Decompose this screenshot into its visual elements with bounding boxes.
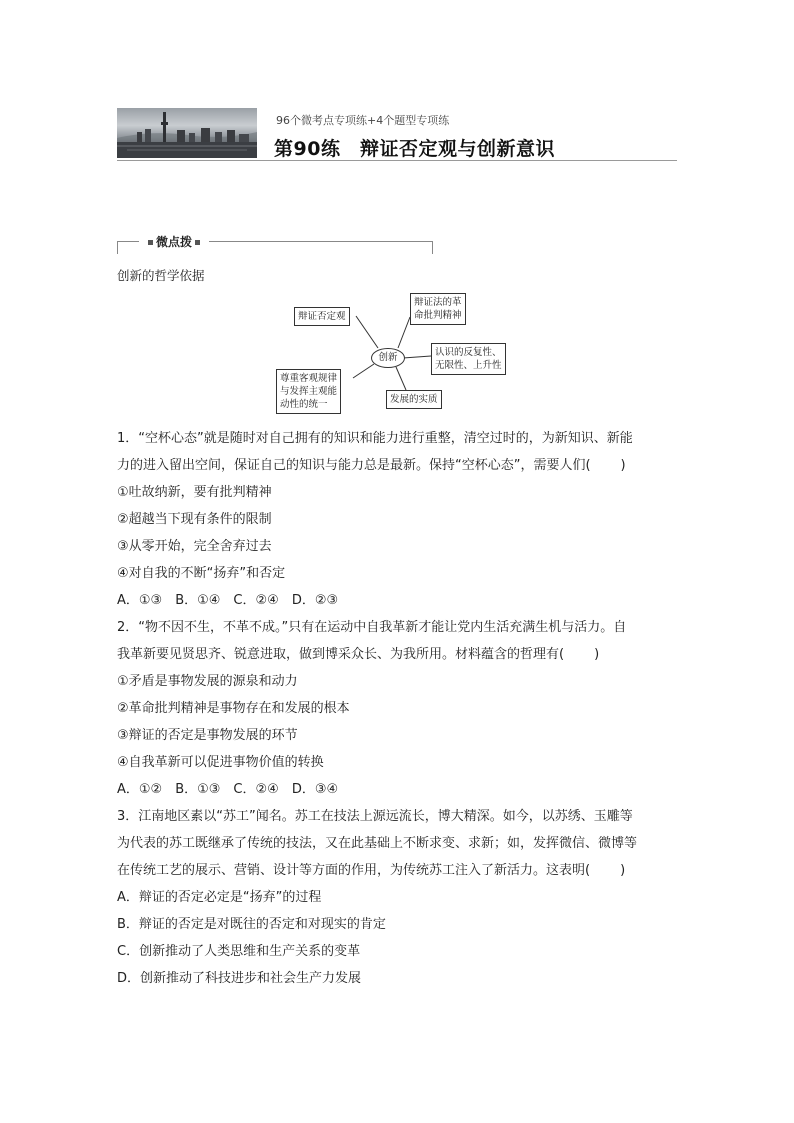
diagram-node-dialectical-negation bbox=[294, 307, 350, 326]
statement-item: ③辩证的否定是事物发展的环节 bbox=[117, 728, 298, 743]
answer-option: C．创新推动了人类思维和生产关系的变革 bbox=[117, 944, 361, 959]
answer-paren-close: ) bbox=[594, 647, 600, 662]
question-3 bbox=[117, 803, 679, 992]
question-stem-text: 在传统工艺的展示、营销、设计等方面的作用，为传统苏工注入了新活力。这表明( bbox=[117, 863, 591, 878]
question-stem-line bbox=[117, 452, 679, 479]
node-line: 认识的反复性、 bbox=[435, 347, 502, 358]
header-divider bbox=[117, 160, 677, 161]
question-stem-line: 3．江南地区素以“苏工”闻名。苏工在技法上源远流长，博大精深。如今，以苏绣、玉雕等 bbox=[117, 809, 633, 824]
question-stem-line bbox=[117, 857, 679, 884]
question-stem-text: 我革新要见贤思齐、锐意进取，做到博采众长、为我所用。材料蕴含的哲理有( bbox=[117, 647, 565, 662]
statement-item: ④自我革新可以促进事物价值的转换 bbox=[117, 755, 324, 770]
tip-section-frame bbox=[117, 236, 435, 254]
statement-item: ②革命批判精神是事物存在和发展的根本 bbox=[117, 701, 350, 716]
question-stem-line: 为代表的苏工既继承了传统的技法，又在此基础上不断求变、求新；如，发挥微信、微博等 bbox=[117, 836, 638, 851]
diagram-node-revolutionary-critique bbox=[410, 293, 466, 325]
header-banner-image bbox=[117, 108, 257, 158]
page-title: 第90练 辩证否定观与创新意识 bbox=[274, 138, 555, 160]
tip-frame-corner-left bbox=[117, 241, 118, 254]
tip-label-text: 微点拨 bbox=[156, 235, 193, 249]
node-line: 辩证法的革 bbox=[414, 297, 462, 308]
answer-options: A．①② B．①③ C．②④ D．③④ bbox=[117, 782, 339, 797]
question-stem-line bbox=[117, 641, 679, 668]
question-stem-text: 力的进入留出空间，保证自己的知识与能力总是最新。保持“空杯心态”，需要人们( bbox=[117, 458, 591, 473]
question-2 bbox=[117, 614, 679, 803]
connector-line bbox=[353, 364, 374, 378]
statement-item: ①矛盾是事物发展的源泉和动力 bbox=[117, 674, 298, 689]
connector-line bbox=[403, 356, 431, 358]
diagram-node-cognition-nature bbox=[431, 343, 506, 375]
statement-item: ②超越当下现有条件的限制 bbox=[117, 512, 272, 527]
statement-item: ③从零开始，完全舍弃过去 bbox=[117, 539, 272, 554]
node-line: 发展的实质 bbox=[390, 394, 438, 405]
answer-option: D．创新推动了科技进步和社会生产力发展 bbox=[117, 971, 362, 986]
diagram-node-objective-law bbox=[276, 369, 341, 414]
diagram-center-node: 创新 bbox=[371, 348, 405, 368]
square-bullet-icon bbox=[195, 240, 200, 245]
statement-item: ①吐故纳新，要有批判精神 bbox=[117, 485, 272, 500]
answer-paren-close: ) bbox=[620, 458, 626, 473]
statement-item: ④对自我的不断“扬弃”和否定 bbox=[117, 566, 286, 581]
node-line: 动性的统一 bbox=[280, 399, 328, 410]
square-bullet-icon bbox=[148, 240, 153, 245]
node-line: 尊重客观规律 bbox=[280, 373, 338, 384]
tip-label bbox=[139, 233, 209, 250]
node-line: 无限性、上升性 bbox=[435, 360, 502, 371]
node-line: 与发挥主观能 bbox=[280, 386, 338, 397]
node-line: 命批判精神 bbox=[414, 310, 462, 321]
connector-line bbox=[398, 317, 410, 348]
basis-heading: 创新的哲学依据 bbox=[117, 268, 205, 283]
node-line: 辩证否定观 bbox=[298, 311, 346, 322]
answer-options: A．①③ B．①④ C．②④ D．②③ bbox=[117, 593, 339, 608]
answer-option: A．辩证的否定必定是“扬弃”的过程 bbox=[117, 890, 322, 905]
answer-paren-close: ) bbox=[620, 863, 626, 878]
questions-section bbox=[117, 425, 679, 992]
question-stem-line: 1．“空杯心态”就是随时对自己拥有的知识和能力进行重整，清空过时的，为新知识、新能 bbox=[117, 431, 633, 446]
connector-line bbox=[356, 316, 378, 348]
header-subtitle: 96个微考点专项练+4个题型专项练 bbox=[276, 114, 450, 127]
concept-diagram bbox=[270, 290, 530, 416]
answer-option: B．辩证的否定是对既往的否定和对现实的肯定 bbox=[117, 917, 386, 932]
connector-line bbox=[396, 367, 406, 390]
diagram-node-development-essence bbox=[386, 390, 442, 409]
question-1 bbox=[117, 425, 679, 614]
tip-frame-corner-right bbox=[432, 241, 433, 254]
question-stem-line: 2．“物不因不生，不革不成。”只有在运动中自我革新才能让党内生活充满生机与活力。自 bbox=[117, 620, 627, 635]
